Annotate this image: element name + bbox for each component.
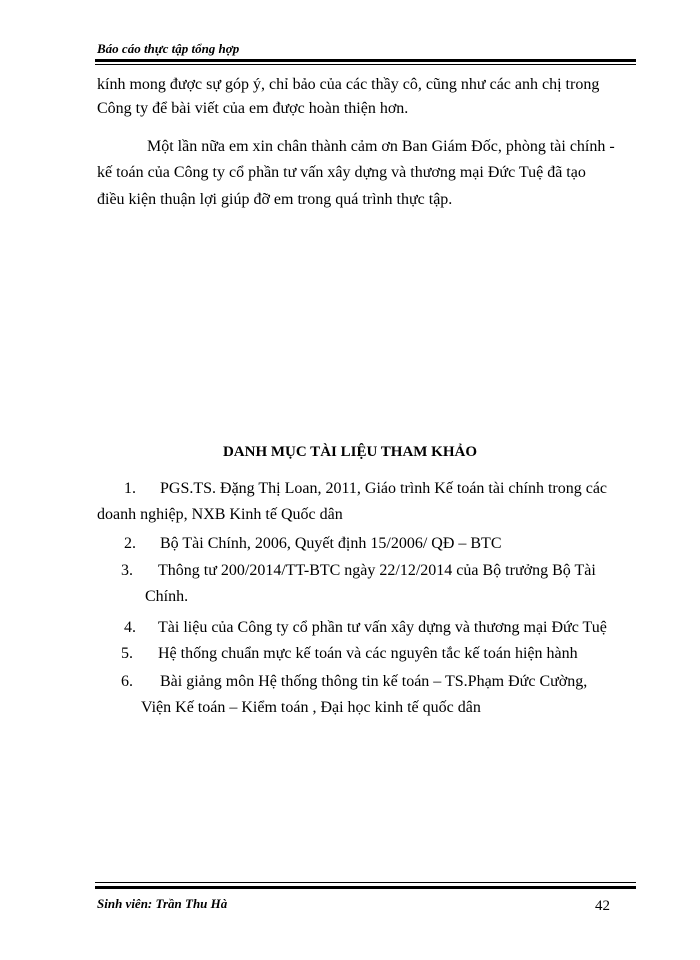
para2-line1: Một lần nữa em xin chân thành cảm ơn Ban Giám Đốc, phòng tài chính - xyxy=(147,138,615,155)
header-rule-thin xyxy=(95,64,636,65)
reference-text-cont: doanh nghiệp, NXB Kinh tế Quốc dân xyxy=(97,506,343,523)
reference-text: Hệ thống chuẩn mực kế toán và các nguyên tắc kế toán hiện hành xyxy=(158,645,578,662)
reference-number: 5. xyxy=(121,645,133,662)
reference-text: Tài liệu của Công ty cổ phần tư vấn xây dựng và thương mại Đức Tuệ xyxy=(158,619,607,636)
reference-number: 4. xyxy=(124,619,136,636)
references-heading: DANH MỤC TÀI LIỆU THAM KHẢO xyxy=(222,444,478,460)
page-number: 42 xyxy=(595,898,610,914)
reference-text: Thông tư 200/2014/TT-BTC ngày 22/12/2014 của Bộ trưởng Bộ Tài xyxy=(158,562,596,579)
para1-line1: kính mong được sự góp ý, chỉ bảo của các thầy cô, cũng như các anh chị trong xyxy=(97,76,600,93)
reference-number: 2. xyxy=(124,535,136,552)
reference-text-cont: Viện Kế toán – Kiểm toán , Đại học kinh tế quốc dân xyxy=(141,699,481,716)
para2-line3: điều kiện thuận lợi giúp đỡ em trong quá trình thực tập. xyxy=(97,191,453,208)
reference-number: 3. xyxy=(121,562,133,579)
header-title: Báo cáo thực tập tổng hợp xyxy=(97,41,240,56)
reference-text: Bài giảng môn Hệ thống thông tin kế toán – TS.Phạm Đức Cường, xyxy=(160,673,588,690)
reference-text-cont: Chính. xyxy=(145,588,189,605)
footer-student-name: Sinh viên: Trần Thu Hà xyxy=(97,896,228,911)
reference-text: PGS.TS. Đặng Thị Loan, 2011, Giáo trình Kế toán tài chính trong các xyxy=(160,480,608,497)
footer-rule-thick xyxy=(95,886,636,889)
header-rule-thick xyxy=(95,59,636,62)
reference-number: 1. xyxy=(124,480,136,497)
reference-number: 6. xyxy=(121,673,133,690)
para2-line2: kế toán của Công ty cổ phần tư vấn xây dựng và thương mại Đức Tuệ đã tạo xyxy=(97,164,586,181)
footer-rule-thin xyxy=(95,882,636,883)
para1-line2: Công ty để bài viết của em được hoàn thiện hơn. xyxy=(97,100,409,117)
reference-text: Bộ Tài Chính, 2006, Quyết định 15/2006/ QĐ – BTC xyxy=(160,535,502,552)
